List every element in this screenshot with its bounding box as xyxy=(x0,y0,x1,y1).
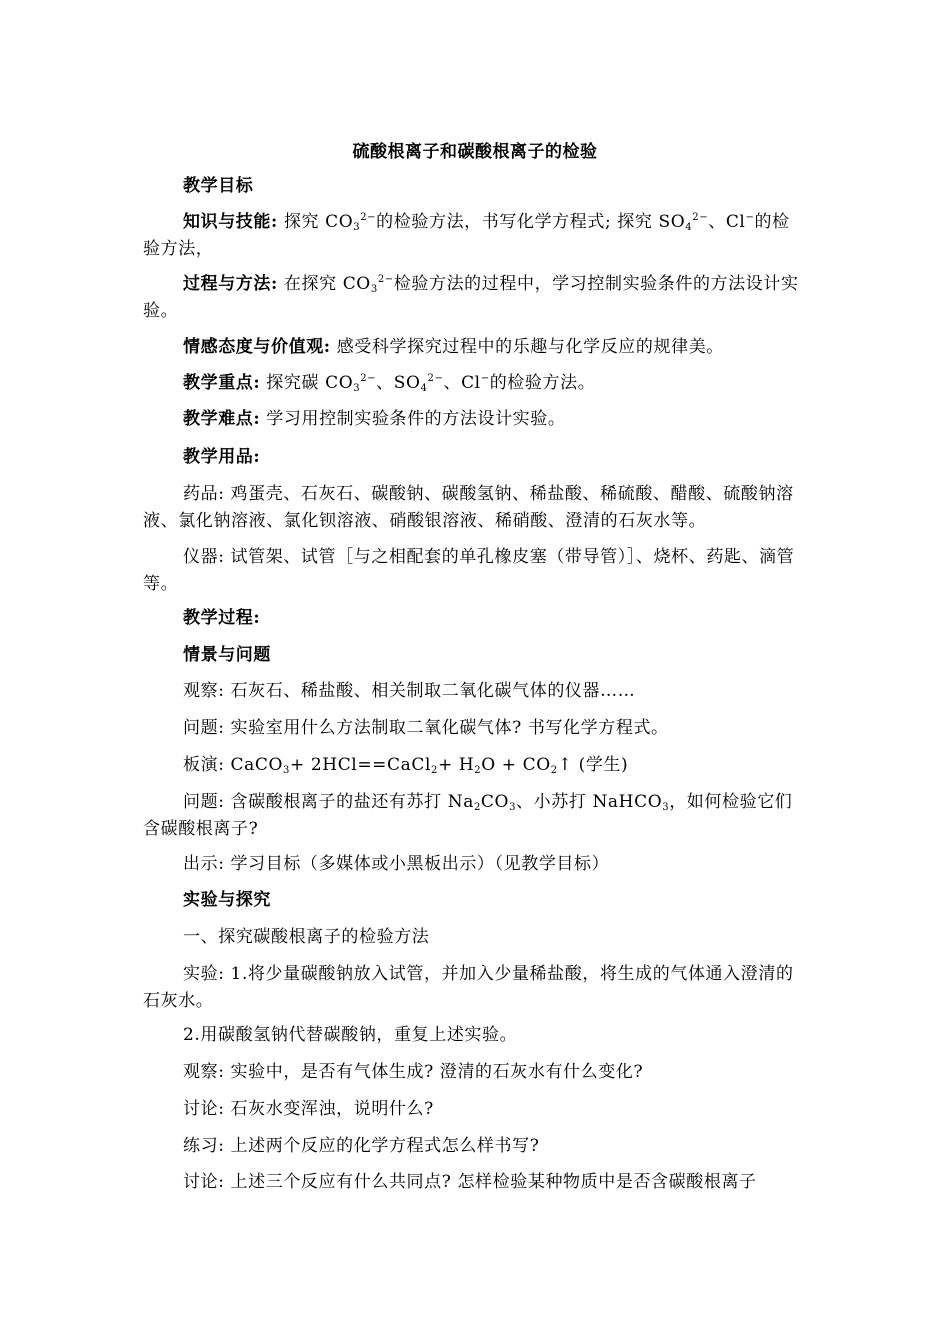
text-run: 、小苏打 NaHCO xyxy=(516,792,663,812)
knowledge-skills-paragraph xyxy=(143,209,807,263)
question-paragraph: 问题: 实验室用什么方法制取二氧化碳气体? 书写化学方程式。 xyxy=(183,718,669,738)
superscript: − xyxy=(480,373,490,384)
superscript: 2− xyxy=(692,212,709,223)
subscript: 3 xyxy=(353,222,361,233)
knowledge-label: 知识与技能: xyxy=(183,212,278,232)
text-run: 学习用控制实验条件的方法设计实验。 xyxy=(260,409,566,429)
emotion-label: 情感态度与价值观: xyxy=(183,337,331,357)
subscript: 3 xyxy=(662,802,670,813)
text-run: CO xyxy=(480,792,510,812)
document-title: 硫酸根离子和碳酸根离子的检验 xyxy=(352,142,598,162)
difficulty-label: 教学难点: xyxy=(183,409,261,429)
key-point-label: 教学重点: xyxy=(183,373,261,393)
scene-heading: 情景与问题 xyxy=(183,645,271,665)
process-method-paragraph xyxy=(143,271,807,325)
discussion-2-paragraph: 讨论: 上述三个反应有什么共同点? 怎样检验某种物质中是否含碳酸根离子 xyxy=(183,1172,757,1192)
subscript: 3 xyxy=(353,383,361,394)
discussion-paragraph: 讨论: 石灰水变浑浊，说明什么? xyxy=(183,1099,434,1119)
superscript: − xyxy=(745,212,755,223)
superscript: 2− xyxy=(377,274,394,285)
superscript: 2− xyxy=(427,373,444,384)
experiment-step-2: 2.用碳酸氢钠代替碳酸钠，重复上述实验。 xyxy=(183,1025,518,1045)
text-run: 的检验方法，书写化学方程式; 探究 SO xyxy=(376,212,686,232)
text-run: 、Cl xyxy=(443,373,481,393)
process-label: 过程与方法: xyxy=(183,274,278,294)
text-run: 的检验方法， xyxy=(143,212,790,259)
text-run: ，如何检验它们含碳酸根离子? xyxy=(143,792,793,839)
carbonate-question-paragraph xyxy=(143,789,807,843)
teaching-goal-heading: 教学目标 xyxy=(183,176,254,196)
subscript: 3 xyxy=(509,802,517,813)
emotion-paragraph xyxy=(143,334,807,361)
subscript: 2 xyxy=(473,802,481,813)
text-run: 的检验方法。 xyxy=(489,373,596,393)
process-heading: 教学过程: xyxy=(183,608,261,628)
superscript: 2− xyxy=(360,373,377,384)
text-run: 板演: CaCO xyxy=(183,755,284,775)
practice-paragraph: 练习: 上述两个反应的化学方程式怎么样书写? xyxy=(183,1136,540,1156)
text-run: O + CO xyxy=(481,755,551,775)
text-run: 、SO xyxy=(376,373,421,393)
text-run: + H xyxy=(437,755,475,775)
subscript: 2 xyxy=(431,765,438,776)
text-run: 感受科学探究过程中的乐趣与化学反应的规律美。 xyxy=(330,337,724,357)
show-paragraph: 出示: 学习目标（多媒体或小黑板出示）（见教学目标） xyxy=(183,854,610,874)
board-equation-paragraph xyxy=(143,752,807,779)
text-run: 探究碳 CO xyxy=(260,373,354,393)
key-point-paragraph xyxy=(143,370,807,397)
section-one-heading: 一、探究碳酸根离子的检验方法 xyxy=(183,927,430,947)
subscript: 2 xyxy=(474,765,482,776)
superscript: 2− xyxy=(360,212,377,223)
observe-experiment-paragraph: 观察: 实验中，是否有气体生成? 澄清的石灰水有什么变化? xyxy=(183,1062,644,1082)
observe-paragraph: 观察: 石灰石、稀盐酸、相关制取二氧化碳气体的仪器…… xyxy=(183,681,636,701)
text-run: + 2HCl==CaCl xyxy=(290,755,432,775)
text-run: 探究 CO xyxy=(277,212,354,232)
subscript: 4 xyxy=(420,383,428,394)
text-run: 、Cl xyxy=(708,212,746,232)
subscript: 4 xyxy=(685,222,693,233)
experiment-step-1: 实验: 1.将少量碳酸钠放入试管，并加入少量稀盐酸，将生成的气体通入澄清的石灰水。 xyxy=(143,964,794,1011)
subscript: 3 xyxy=(370,284,378,295)
subscript: 3 xyxy=(283,765,290,776)
text-run: 在探究 CO xyxy=(277,274,371,294)
difficulty-paragraph xyxy=(143,406,807,433)
text-run: 问题: 含碳酸根离子的盐还有苏打 Na xyxy=(183,792,474,812)
subscript: 2 xyxy=(550,765,558,776)
reagents-paragraph: 药品: 鸡蛋壳、石灰石、碳酸钠、碳酸氢钠、稀盐酸、稀硫酸、醋酸、硫酸钠溶液、氯化钠溶液、氯化钡溶液、硝酸银溶液、稀硝酸、澄清的石灰水等。 xyxy=(143,484,794,531)
text-run: 检验方法的过程中，学习控制实验条件的方法设计实验。 xyxy=(143,274,799,321)
instruments-paragraph: 仪器: 试管架、试管［与之相配套的单孔橡皮塞（带导管）］、烧杯、药匙、滴管等。 xyxy=(143,547,795,594)
materials-heading: 教学用品: xyxy=(183,447,261,467)
experiment-heading: 实验与探究 xyxy=(183,890,271,910)
text-run: ↑ (学生) xyxy=(557,755,629,775)
